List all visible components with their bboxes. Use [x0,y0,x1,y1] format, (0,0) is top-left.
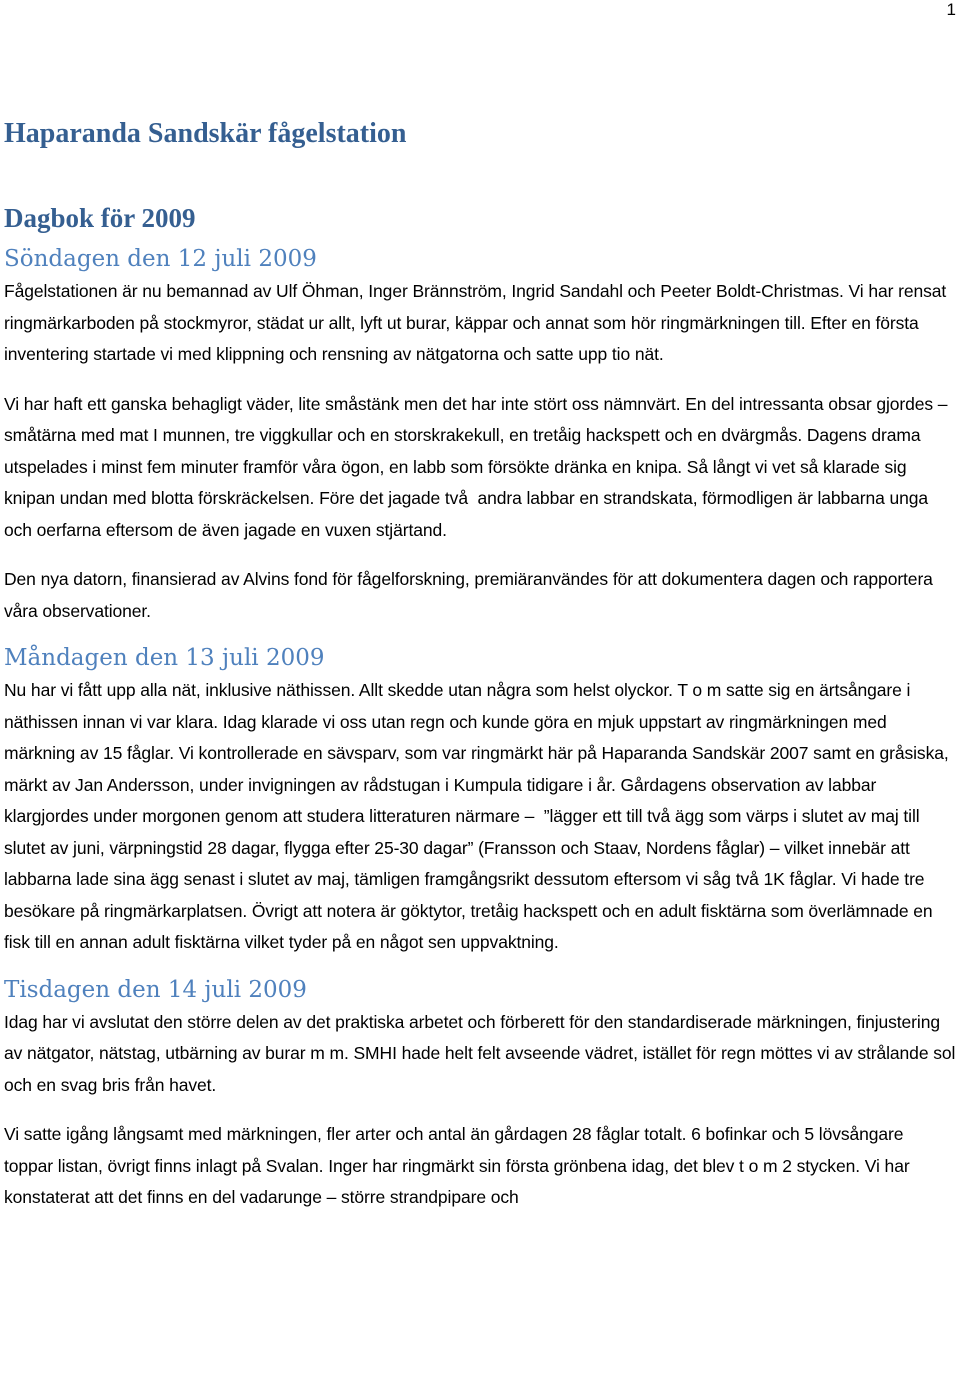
entry-paragraph: Den nya datorn, finansierad av Alvins fond för fågelforskning, premiäranvändes för att dokumentera dagen och rapportera våra observationer. [4,569,938,621]
entry-heading: Tisdagen den 14 juli 2009 [4,976,307,1003]
entry-heading: Måndagen den 13 juli 2009 [4,645,325,671]
entry-paragraph: Vi har haft ett ganska behagligt väder, lite småstänk men det har inte stört oss nämnvärt. En del intressanta obsar gjordes – småtärna med mat I munnen, tre viggkullar och en storskrakekull, en tretåig hackspett och en dvärgmås. Dagens drama utspelades i minst fem minuter framför våra ögon, en labb som försökte dränka en knipa. Så långt vi vet så klarade sig knipan undan med blotta förskräckelsen. Före det jagade två andra labbar en strandskata, förmodligen är labbarna unga och oerfarna eftersom de även jagade en vuxen stjärtand. [4,393,953,540]
entry-paragraph: Vi satte igång långsamt med märkningen, fler arter och antal än gårdagen 28 fåglar totalt. 6 bofinkar och 5 lövsångare toppar listan, övrigt finns inlagt på Svalan. Inger har ringmärkt sin första grönbena idag, det blev t o m 2 stycken. Vi har konstaterat att det finns en del vadarunge – större strandpipare och [4,1124,915,1207]
entry-paragraph: Idag har vi avslutat den större delen av det praktiska arbetet och förberett för den standardiserade märkningen, finjustering av nätgator, nätstag, utbärning av burar m m. SMHI hade helt felt avseende vädret, istället för regn möttes vi av strålande sol och en svag bris från havet. [4,1011,960,1095]
diary-entry-2009-07-12 [4,242,956,627]
entry-heading: Söndagen den 12 juli 2009 [4,246,317,272]
page-number: 1 [946,0,956,19]
entry-paragraph: Nu har vi fått upp alla nät, inklusive näthissen. Allt skedde utan några som helst olyckor. T o m satte sig en ärtsångare i näthissen innan vi var klara. Idag klarade vi oss utan regn och kunde göra en mjuk uppstart av ringmärkningen med märkning av 15 fåglar. Vi kontrollerade en sävsparv, som var ringmärkt här på Haparanda Sandskär 2007 samt en gråsiska, märkt av Jan Andersson, under invigningen av rådstugan i Kumpula tidigare i år. Gårdagens observation av labbar klargjordes under morgonen genom att studera litteraturen närmare – ”lägger ett till två ägg som värps i slutet av maj till slutet av juni, värpningstid 28 dagar, flygga efter 25-30 dagar” (Fransson och Staav, Nordens fåglar) – vilket innebär att labbarna lade sina ägg senast i slutet av maj, tämligen framgångsrikt dessutom eftersom vi såg två 1K fåglar. Vi hade tre besökare på ringmärkarplatsen. Övrigt att notera är göktytor, tretåig hackspett och en adult fisktärna som överlämnade en fisk till en annan adult fisktärna vilket tyder på en något sen uppvaktning. [4,680,954,952]
diary-entry-2009-07-13 [4,641,956,959]
document-body [4,114,960,1214]
diary-title: Dagbok för 2009 [4,203,196,233]
diary-entry-2009-07-14 [4,973,960,1214]
entry-paragraph: Fågelstationen är nu bemannad av Ulf Öhman, Inger Brännström, Ingrid Sandahl och Peeter Boldt-Christmas. Vi har rensat ringmärkarboden på stockmyror, städat ur allt, lyft ut burar, käppar och annat som hör ringmärkningen till. Efter en första inventering startade vi med klippning och rensning av nätgatorna och satte upp tio nät. [4,281,951,364]
document-title: Haparanda Sandskär fågelstation [4,118,407,149]
